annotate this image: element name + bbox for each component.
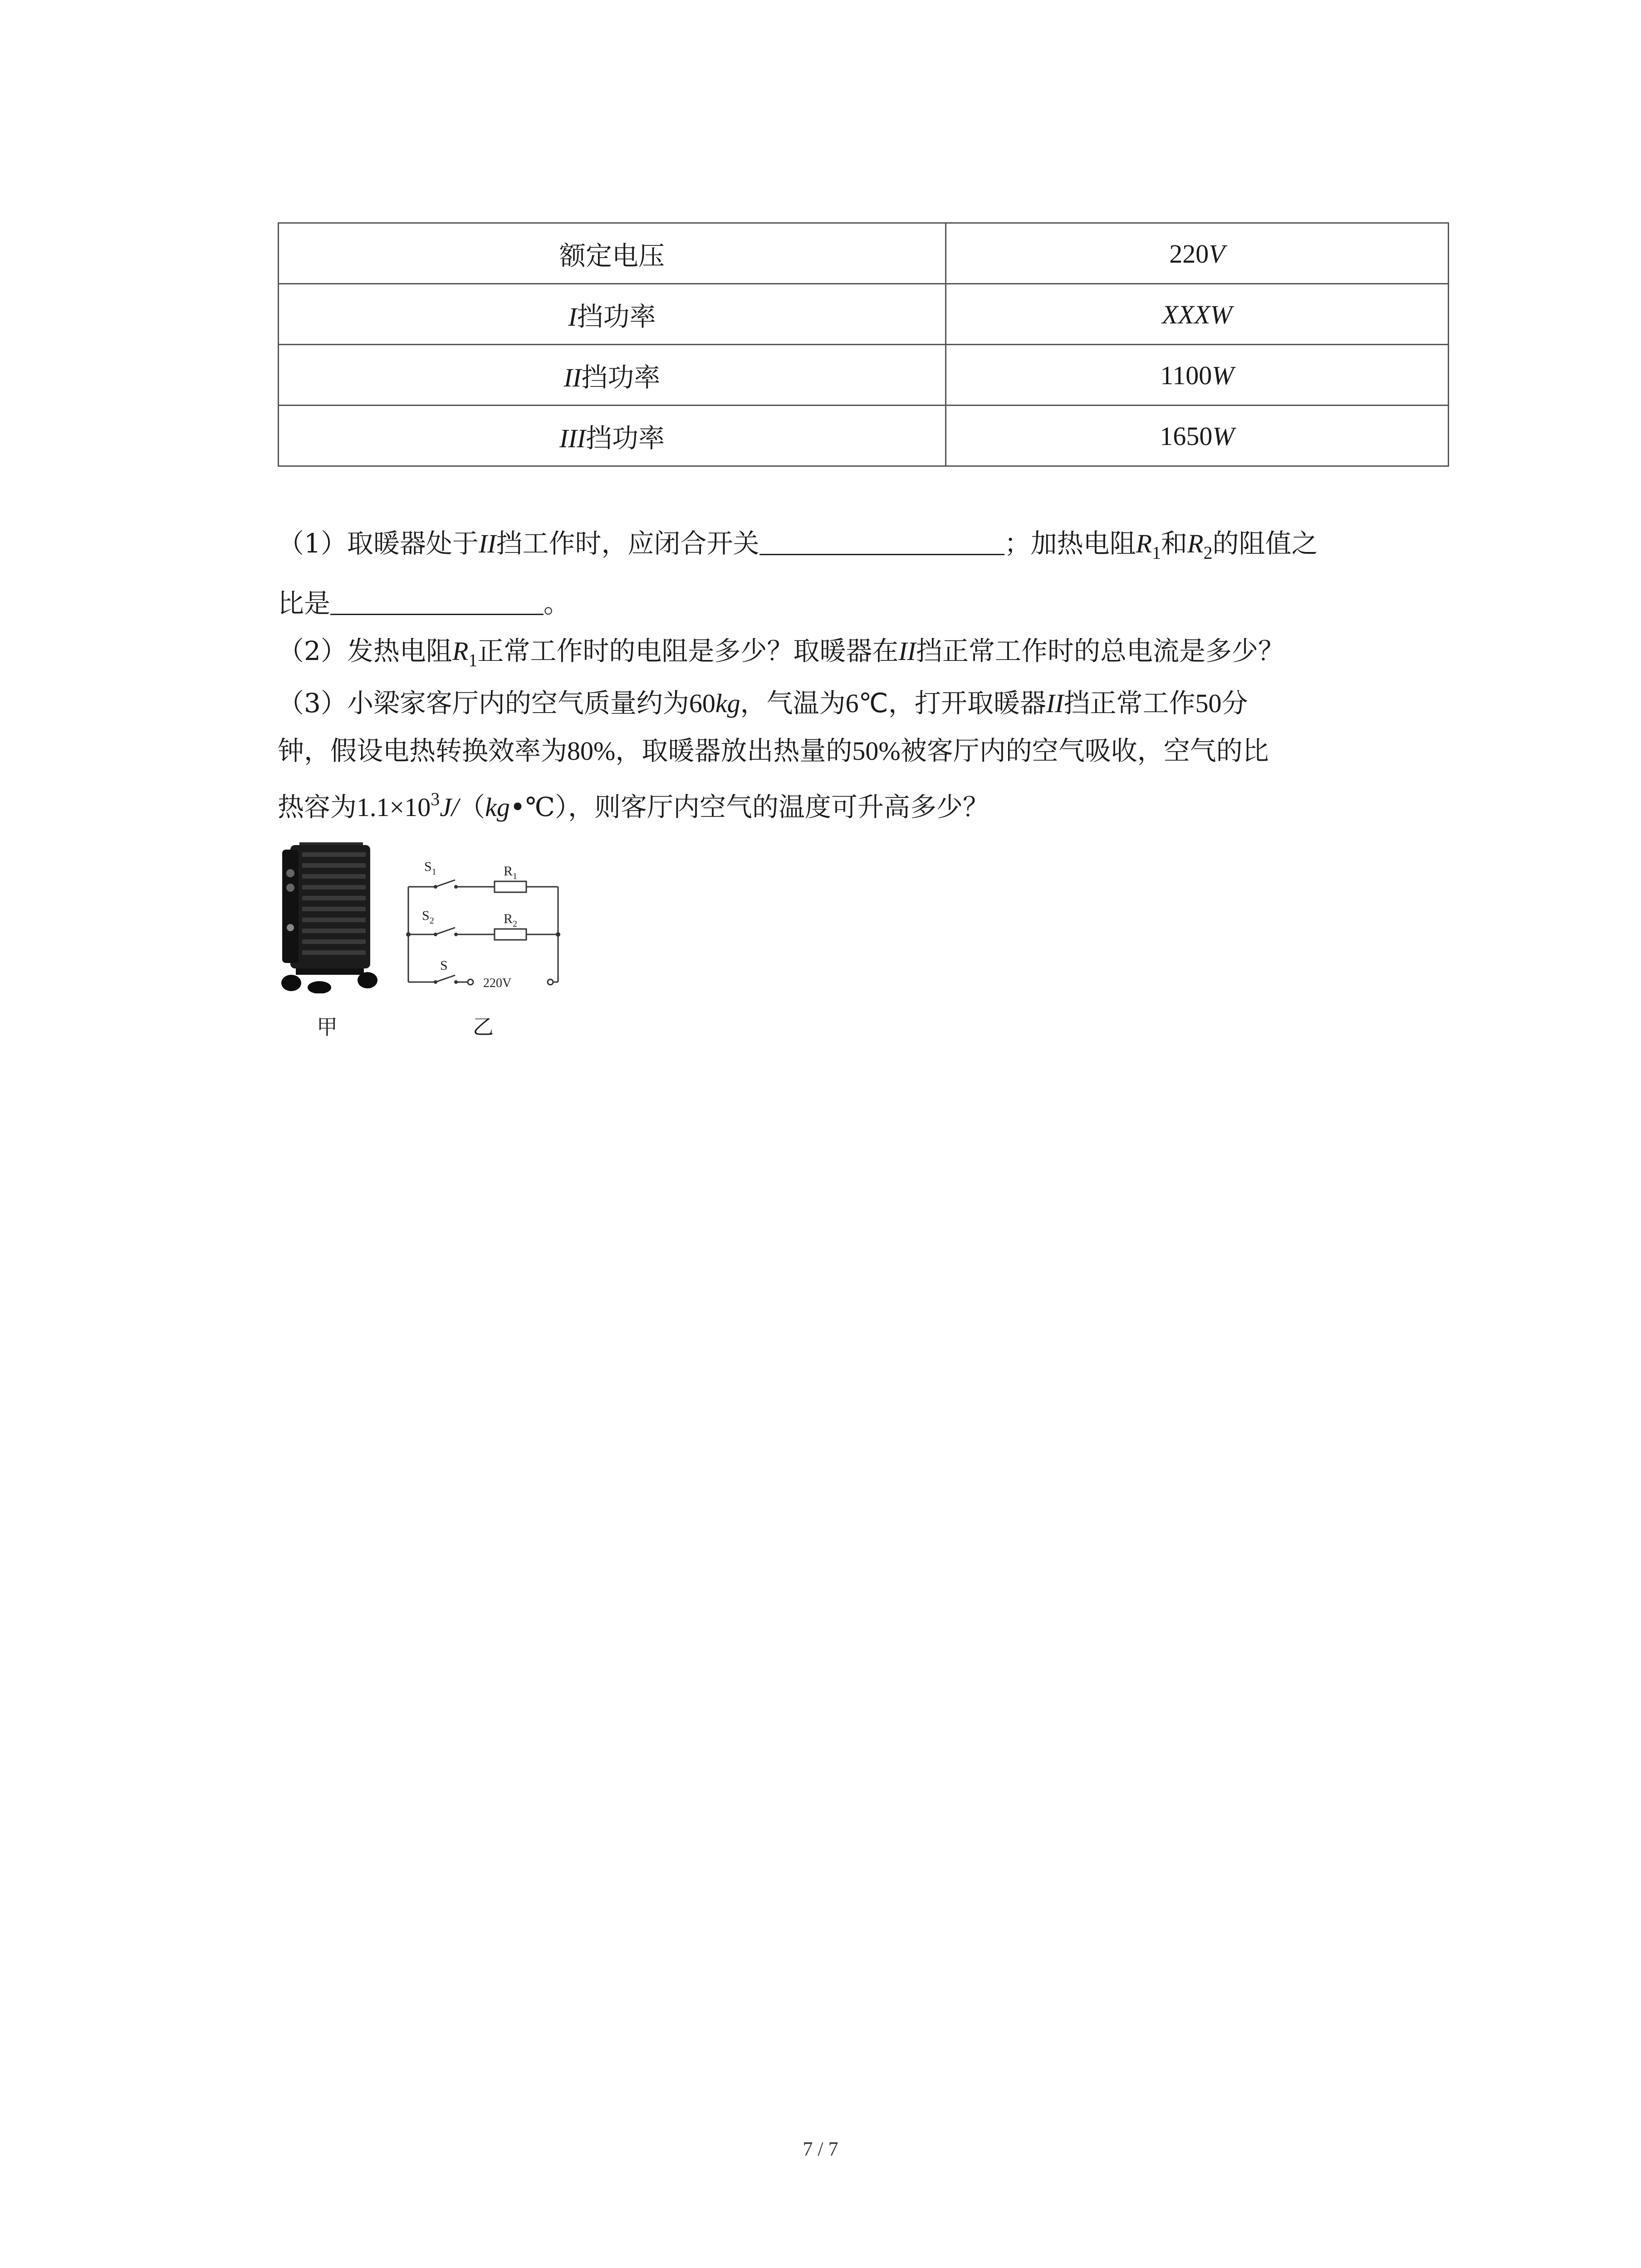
table-cell-value: [946, 406, 1449, 466]
gear-symbol: II: [478, 529, 496, 558]
figure-label-left: 甲: [317, 1015, 338, 1039]
number: 50%: [852, 736, 901, 766]
question-2: [278, 633, 1284, 679]
question-3-line-1: [278, 685, 1248, 722]
text: 。: [544, 588, 570, 619]
subscript: 1: [468, 650, 478, 670]
table-row: [279, 345, 1449, 406]
circuit-diagram: [402, 853, 565, 998]
number: 6℃: [845, 689, 888, 718]
resistor-symbol: R: [1187, 529, 1204, 558]
table-row: [279, 406, 1449, 466]
switch-s-label: S: [440, 958, 448, 973]
text: 挡正常工作时的总电流是多少？: [916, 635, 1285, 666]
text: （: [459, 792, 485, 822]
table-cell-label: [279, 223, 946, 284]
text: 挡工作时，应闭合开关: [496, 528, 759, 559]
number: 80%: [567, 736, 616, 766]
value-unit: W: [1212, 360, 1234, 390]
text: 分: [1221, 688, 1248, 719]
voltage-label: 220V: [483, 976, 512, 990]
unit: kg: [485, 792, 510, 822]
text: （3）小梁家客厅内的空气质量约为: [278, 688, 689, 719]
number: 1.1×10: [357, 792, 431, 822]
table-row: [279, 284, 1449, 345]
gear-symbol: II: [563, 362, 582, 392]
value-number: 220: [1169, 239, 1209, 269]
text: 热容为: [278, 792, 357, 822]
switch-s2-label: $S_2$: [422, 908, 434, 926]
question-3-line-2: [278, 733, 1269, 769]
unit: kg: [715, 689, 740, 718]
text: 钟，假设电热转换效率为: [278, 735, 568, 766]
heater-photo: [278, 837, 382, 993]
table-cell-label: [279, 406, 946, 466]
row-label: 额定电压: [559, 240, 665, 271]
text: 和: [1161, 528, 1188, 559]
text: 比是: [278, 588, 331, 619]
page-number: 7 / 7: [803, 2138, 838, 2160]
text: 挡正常工作: [1063, 688, 1195, 719]
resistor-r2-label: $R_2$: [504, 911, 518, 929]
number: 50: [1195, 689, 1222, 718]
subscript: 1: [1152, 543, 1161, 563]
text: （1）取暖器处于: [278, 528, 479, 559]
text: ；加热电阻: [1004, 528, 1136, 559]
question-3-line-3: [278, 781, 989, 826]
text: ，取暖器放出热量的: [615, 735, 852, 766]
text: 正常工作时的电阻是多少？取暖器在: [477, 635, 899, 666]
resistor-r1-label: $R_1$: [504, 864, 518, 881]
row-label: 挡功率: [585, 422, 665, 454]
text: （2）发热电阻: [278, 635, 452, 666]
superscript: 3: [431, 789, 440, 809]
specification-table: [278, 222, 1449, 467]
text: ，打开取暖器: [888, 688, 1046, 719]
value-unit: XXXW: [1162, 299, 1232, 329]
value-number: 1650: [1160, 421, 1213, 451]
figure-label-right: 乙: [473, 1015, 494, 1039]
answer-blank-switch[interactable]: [759, 527, 1004, 555]
value-unit: W: [1212, 421, 1234, 451]
table-cell-label: [279, 284, 946, 345]
resistor-symbol: R: [452, 636, 469, 666]
switch-s1-label: $S_1$: [424, 859, 436, 877]
number: 60: [689, 689, 715, 718]
gear-symbol: II: [1046, 689, 1064, 718]
gear-symbol: II: [898, 636, 916, 666]
text: ，气温为: [740, 688, 846, 719]
gear-symbol: I: [568, 302, 577, 332]
table-row: [279, 223, 1449, 284]
resistor-symbol: R: [1136, 529, 1152, 558]
row-label: 挡功率: [581, 362, 661, 393]
question-1-line-1: [278, 525, 1318, 571]
text: •℃），则客厅内空气的温度可升高多少？: [509, 792, 989, 822]
table-cell-value: [946, 284, 1449, 345]
text: 被客厅内的空气吸收，空气的比: [900, 735, 1269, 766]
unit: J/: [440, 792, 459, 822]
gear-symbol: III: [559, 423, 586, 453]
question-1-line-2: [278, 585, 570, 621]
subscript: 2: [1203, 543, 1213, 563]
value-number: 1100: [1160, 360, 1212, 390]
table-cell-value: [946, 223, 1449, 284]
text: 的阻值之: [1212, 528, 1318, 559]
answer-blank-ratio[interactable]: [330, 587, 544, 615]
table-cell-label: [279, 345, 946, 406]
row-label: 挡功率: [577, 301, 656, 332]
value-unit: V: [1209, 239, 1225, 269]
table-cell-value: [946, 345, 1449, 406]
